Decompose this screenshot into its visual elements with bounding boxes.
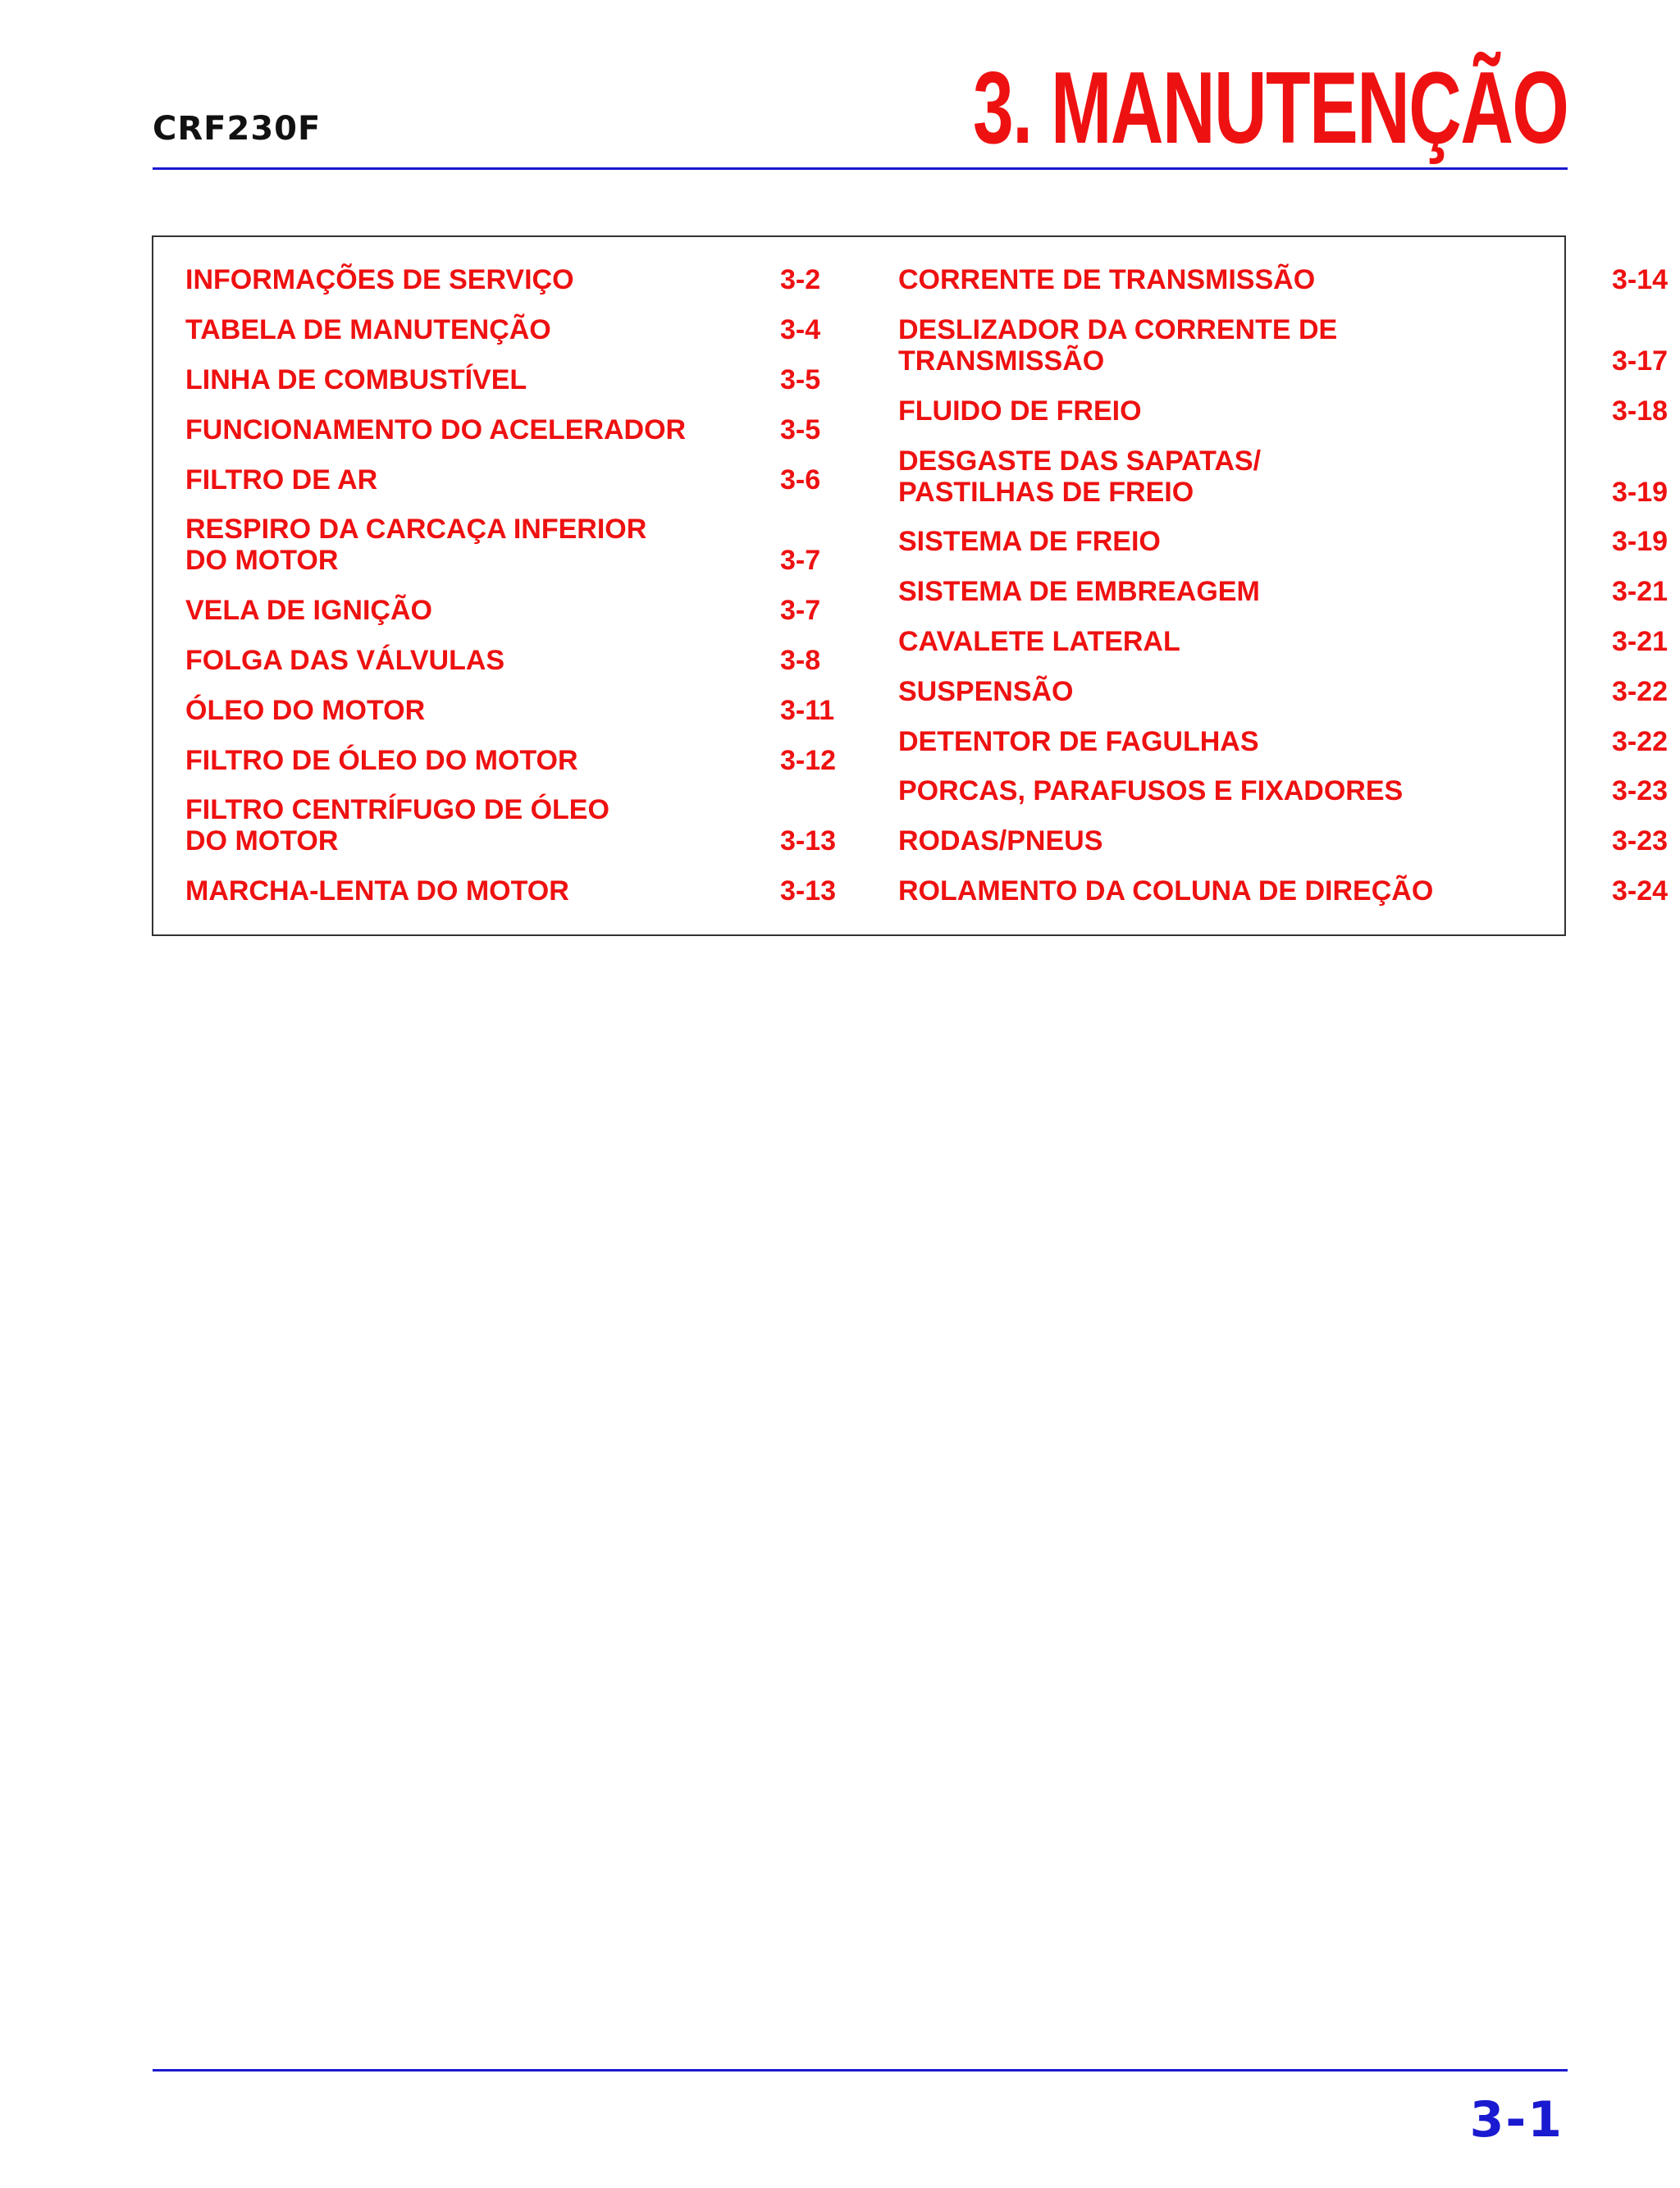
toc-entry[interactable] xyxy=(898,264,1669,295)
toc-entry-page: 3-7 xyxy=(780,595,821,626)
toc-entry[interactable] xyxy=(185,264,825,295)
toc-entry-title: VELA DE IGNIÇÃO xyxy=(185,595,432,626)
toc-box xyxy=(152,235,1669,936)
toc-entry[interactable] xyxy=(185,875,837,907)
toc-entry-title: MARCHA-LENTA DO MOTOR xyxy=(185,875,569,907)
toc-entry-title: LINHA DE COMBUSTÍVEL xyxy=(185,364,527,395)
toc-entry-page: 3-24 xyxy=(1612,875,1669,907)
model-name: CRF230F xyxy=(153,110,322,148)
toc-entry-title: FILTRO CENTRÍFUGO DE ÓLEO DO MOTOR xyxy=(185,794,609,856)
toc-entry-title: CAVALETE LATERAL xyxy=(898,626,1180,657)
toc-entry-page: 3-4 xyxy=(780,314,821,345)
toc-entry-page: 3-21 xyxy=(1612,626,1669,657)
toc-entry[interactable] xyxy=(898,726,1669,757)
toc-entry-title: DETENTOR DE FAGULHAS xyxy=(898,726,1259,757)
toc-entry[interactable] xyxy=(898,445,1669,508)
toc-entry[interactable] xyxy=(898,626,1669,657)
toc-entry-title: FLUIDO DE FREIO xyxy=(898,395,1142,427)
toc-entry-title: FUNCIONAMENTO DO ACELERADOR xyxy=(185,414,687,445)
toc-entry-page: 3-5 xyxy=(780,414,821,445)
page-number: 3-1 xyxy=(1469,2091,1564,2149)
toc-entry[interactable] xyxy=(898,775,1669,806)
toc-entry-page: 3-7 xyxy=(780,545,821,576)
toc-entry-page: 3-23 xyxy=(1612,775,1669,806)
toc-entry[interactable] xyxy=(185,645,825,676)
toc-entry-title: SUSPENSÃO xyxy=(898,676,1074,707)
toc-entry-page: 3-5 xyxy=(780,364,821,395)
toc-entry-page: 3-8 xyxy=(780,645,821,676)
toc-entry-page: 3-22 xyxy=(1612,676,1669,707)
toc-entry-page: 3-13 xyxy=(780,875,837,907)
toc-entry[interactable] xyxy=(185,794,837,856)
toc-entry[interactable] xyxy=(185,745,837,776)
toc-entry[interactable] xyxy=(185,414,825,445)
toc-entry[interactable] xyxy=(898,395,1669,427)
toc-entry-title: TABELA DE MANUTENÇÃO xyxy=(185,314,551,345)
toc-entry-title: ROLAMENTO DA COLUNA DE DIREÇÃO xyxy=(898,875,1434,907)
toc-entry-page: 3-17 xyxy=(1612,345,1669,377)
toc-entry-title: DESGASTE DAS SAPATAS/ PASTILHAS DE FREIO xyxy=(898,445,1262,508)
toc-entry-title: FILTRO DE ÓLEO DO MOTOR xyxy=(185,745,578,776)
toc-entry-page: 3-18 xyxy=(1612,395,1669,427)
toc-entry-page: 3-14 xyxy=(1612,264,1669,295)
toc-entry-page: 3-11 xyxy=(780,695,835,726)
toc-entry[interactable] xyxy=(185,514,825,576)
toc-entry-title: CORRENTE DE TRANSMISSÃO xyxy=(898,264,1316,295)
toc-entry-title: INFORMAÇÕES DE SERVIÇO xyxy=(185,264,574,295)
footer-rule xyxy=(153,2069,1568,2072)
toc-entry[interactable] xyxy=(898,875,1669,907)
toc-entry-title: SISTEMA DE FREIO xyxy=(898,526,1161,557)
header-rule xyxy=(153,167,1568,170)
toc-entry-page: 3-21 xyxy=(1612,576,1669,607)
toc-entry-title: SISTEMA DE EMBREAGEM xyxy=(898,576,1260,607)
toc-entry[interactable] xyxy=(185,364,825,395)
toc-entry[interactable] xyxy=(898,825,1669,856)
toc-entry-page: 3-23 xyxy=(1612,825,1669,856)
toc-entry-page: 3-6 xyxy=(780,464,821,496)
toc-entry[interactable] xyxy=(898,676,1669,707)
toc-entry[interactable] xyxy=(185,464,825,496)
toc-entry-title: DESLIZADOR DA CORRENTE DE TRANSMISSÃO xyxy=(898,314,1338,377)
toc-entry-title: FILTRO DE AR xyxy=(185,464,378,496)
toc-entry[interactable] xyxy=(898,314,1669,377)
toc-entry[interactable] xyxy=(898,526,1669,557)
toc-entry-page: 3-13 xyxy=(780,825,837,856)
toc-entry-page: 3-2 xyxy=(780,264,821,295)
toc-entry-title: ÓLEO DO MOTOR xyxy=(185,695,426,726)
toc-entry[interactable] xyxy=(185,595,825,626)
toc-entry-title: RESPIRO DA CARCAÇA INFERIOR DO MOTOR xyxy=(185,514,647,576)
toc-entry-page: 3-12 xyxy=(780,745,837,776)
toc-entry[interactable] xyxy=(185,695,835,726)
toc-entry[interactable] xyxy=(898,576,1669,607)
toc-entry-page: 3-19 xyxy=(1612,526,1669,557)
chapter-title: 3. MANUTENÇÃO xyxy=(972,52,1568,165)
toc-entry-title: PORCAS, PARAFUSOS E FIXADORES xyxy=(898,775,1404,806)
toc-entry-page: 3-19 xyxy=(1612,477,1669,508)
toc-entry-title: FOLGA DAS VÁLVULAS xyxy=(185,645,505,676)
toc-entry-page: 3-22 xyxy=(1612,726,1669,757)
toc-entry[interactable] xyxy=(185,314,825,345)
toc-entry-title: RODAS/PNEUS xyxy=(898,825,1103,856)
